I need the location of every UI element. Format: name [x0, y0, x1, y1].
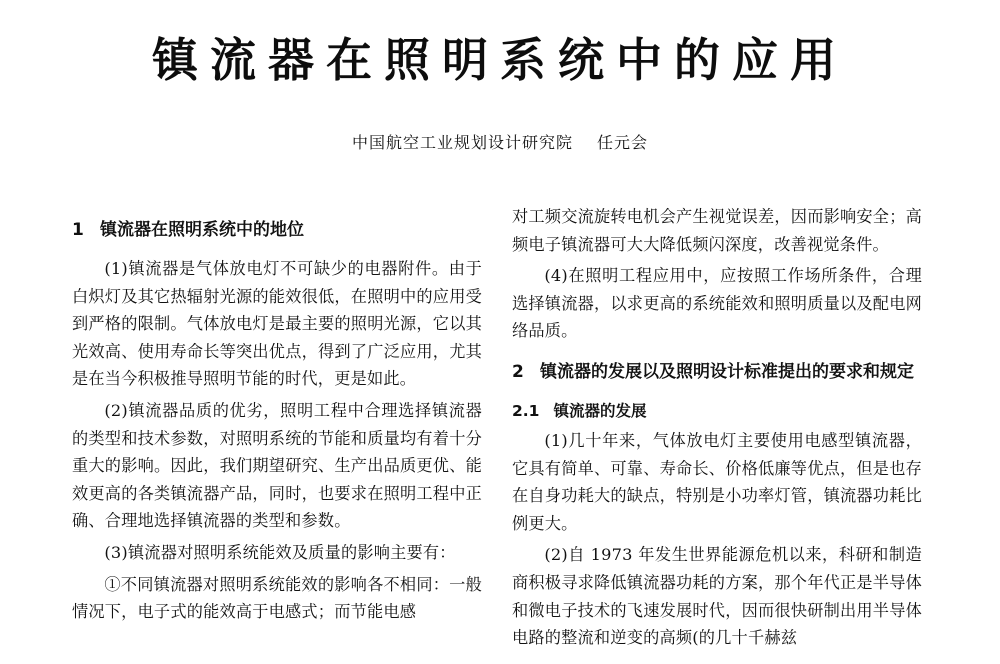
paragraph: (3)镇流器对照明系统能效及质量的影响主要有：	[104, 542, 456, 562]
subsection-title: 镇流器的发展	[553, 401, 647, 420]
section-1-heading	[72, 215, 482, 245]
paragraph: 对工频交流旋转电机会产生视觉误差，因而影响安全；高频电子镇流器可大大降低频闪深度，改善视觉条件。	[512, 207, 922, 254]
right-column	[512, 203, 922, 656]
paragraph: (2)镇流器品质的优劣，照明工程中合理选择镇流器的类型和技术参数，对照明系统的节能和质量均有着十分重大的影响。因此，我们期望研究、生产出品质更优、能效更高的各类镇流器产品，同时，也要求在照明工程中正确、合理地选择镇流器的类型和参数。	[72, 400, 482, 531]
paragraph: (1)镇流器是气体放电灯不可缺少的电器附件。由于白炽灯及其它热辐射光源的能效很低，在照明中的应用受到严格的限制。气体放电灯是最主要的照明光源，它以其光效高、使用寿命长等突出优点，得到了广泛应用，尤其是在当今积极推导照明节能的时代，更是如此。	[72, 259, 482, 389]
section-title: 镇流器的发展以及照明设计标准提出的要求和规定	[540, 361, 914, 382]
author-affiliation: 中国航空工业规划设计研究院	[351, 133, 573, 152]
paragraph: (2)自 1973 年发生世界能源危机以来，科研和制造商积极寻求降低镇流器功耗的方案，那个年代正是半导体和微电子技术的飞速发展时代，因而很快研制出用半导体电路的整流和逆变的高频(的几十千赫兹	[512, 545, 922, 648]
paper-title: 镇流器在照明系统中的应用	[152, 33, 848, 87]
paragraph: ①不同镇流器对照明系统能效的影响各不相同：一般情况下，电子式的能效高于电感式；而节能电感	[72, 574, 482, 622]
paragraph: (4)在照明工程应用中，应按照工作场所条件，合理选择镇流器，以求更高的系统能效和照明质量以及配电网络品质。	[512, 266, 922, 341]
section-number: 2	[512, 361, 524, 382]
left-column	[72, 215, 482, 630]
subsection-2-1-heading	[512, 397, 922, 425]
author-name: 任元会	[597, 133, 649, 152]
paragraph: (1)几十年来，气体放电灯主要使用电感型镇流器，它具有简单、可靠、寿命长、价格低廉等优点，但是也存在自身功耗大的缺点，特别是小功率灯管，镇流器功耗比例更大。	[512, 430, 922, 533]
subsection-number: 2.1	[512, 401, 540, 420]
section-number: 1	[72, 220, 84, 240]
section-title: 镇流器在照明系统中的地位	[100, 220, 304, 240]
author-line	[0, 131, 1000, 155]
section-2-heading	[512, 357, 922, 387]
